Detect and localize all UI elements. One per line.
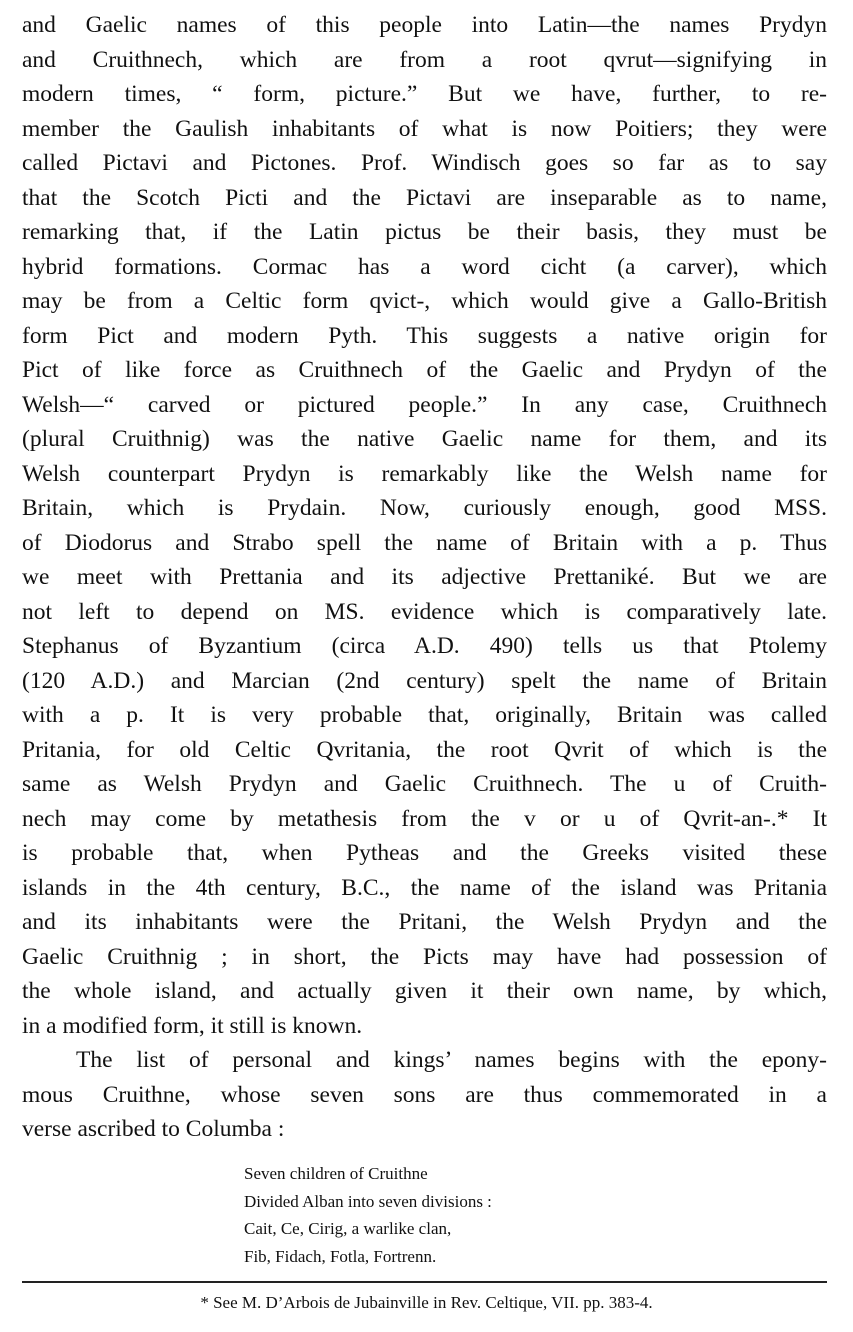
- text-line: member the Gaulish inhabitants of what is now Poitiers; they were: [22, 115, 827, 142]
- text-line: (120 A.D.) and Marcian (2nd century) spelt the name of Britain: [22, 667, 827, 694]
- text-line: nech may come by metathesis from the v or u of Qvrit-an-.* It: [22, 805, 827, 832]
- text-line: called Pictavi and Pictones. Prof. Windisch goes so far as to say: [22, 150, 827, 176]
- text-line: modern times, “ form, picture.” But we have, further, to re-: [22, 81, 827, 107]
- footnote-rule: [22, 1281, 827, 1283]
- text-line: (plural Cruithnig) was the native Gaelic name for them, and its: [22, 426, 827, 452]
- text-line: not left to depend on MS. evidence which is comparatively late.: [22, 598, 827, 625]
- text-line: Welsh—“ carved or pictured people.” In any case, Cruithnech: [22, 391, 827, 418]
- text-line: may be from a Celtic form qvict-, which would give a Gallo-British: [22, 288, 827, 314]
- text-line: Stephanus of Byzantium (circa A.D. 490) tells us that Ptolemy: [22, 633, 827, 659]
- text-line: we meet with Prettania and its adjective Prettaniké. But we are: [22, 564, 827, 590]
- body-text: [22, 8, 827, 1147]
- text-line: and its inhabitants were the Pritani, the Welsh Prydyn and the: [22, 909, 827, 935]
- verse-line: Cait, Ce, Cirig, a warlike clan,: [244, 1219, 452, 1238]
- text-line: Pritania, for old Celtic Qvritania, the root Qvrit of which is the: [22, 736, 827, 763]
- text-line: hybrid formations. Cormac has a word cicht (a carver), which: [22, 253, 827, 280]
- text-line: in a modified form, it still is known.: [22, 1012, 363, 1039]
- text-line: islands in the 4th century, B.C., the name of the island was Pritania: [22, 874, 827, 901]
- verse-line: Seven children of Cruithne: [244, 1164, 428, 1183]
- footnote: * See M. D’Arbois de Jubainville in Rev. Celtique, VII. pp. 383-4.: [200, 1293, 653, 1312]
- verse-line: Divided Alban into seven divisions :: [244, 1191, 492, 1211]
- text-line: verse ascribed to Columba :: [22, 1116, 285, 1142]
- text-line: remarking that, if the Latin pictus be their basis, they must be: [22, 219, 827, 245]
- verse-block: [244, 1160, 492, 1270]
- text-line: with a p. It is very probable that, originally, Britain was called: [22, 702, 827, 728]
- text-line: of Diodorus and Strabo spell the name of Britain with a p. Thus: [22, 529, 827, 556]
- text-line: The list of personal and kings’ names begins with the epony-: [76, 1047, 827, 1073]
- verse-line: Fib, Fidach, Fotla, Fortrenn.: [244, 1246, 437, 1266]
- text-line: form Pict and modern Pyth. This suggests a native origin for: [22, 322, 827, 349]
- text-line: Pict of like force as Cruithnech of the Gaelic and Prydyn of the: [22, 357, 827, 383]
- text-line: same as Welsh Prydyn and Gaelic Cruithnech. The u of Cruith-: [22, 771, 827, 797]
- text-line: mous Cruithne, whose seven sons are thus commemorated in a: [22, 1081, 827, 1108]
- text-line: and Gaelic names of this people into Latin—the names Prydyn: [22, 12, 827, 38]
- text-line: Britain, which is Prydain. Now, curiously enough, good MSS.: [22, 495, 827, 521]
- text-line: and Cruithnech, which are from a root qvrut—signifying in: [22, 46, 827, 73]
- text-line: that the Scotch Picti and the Pictavi are inseparable as to name,: [22, 184, 827, 211]
- text-line: the whole island, and actually given it their own name, by which,: [22, 978, 827, 1004]
- text-line: Gaelic Cruithnig ; in short, the Picts may have had possession of: [22, 943, 827, 970]
- text-line: Welsh counterpart Prydyn is remarkably like the Welsh name for: [22, 460, 827, 487]
- text-line: is probable that, when Pytheas and the Greeks visited these: [22, 840, 827, 866]
